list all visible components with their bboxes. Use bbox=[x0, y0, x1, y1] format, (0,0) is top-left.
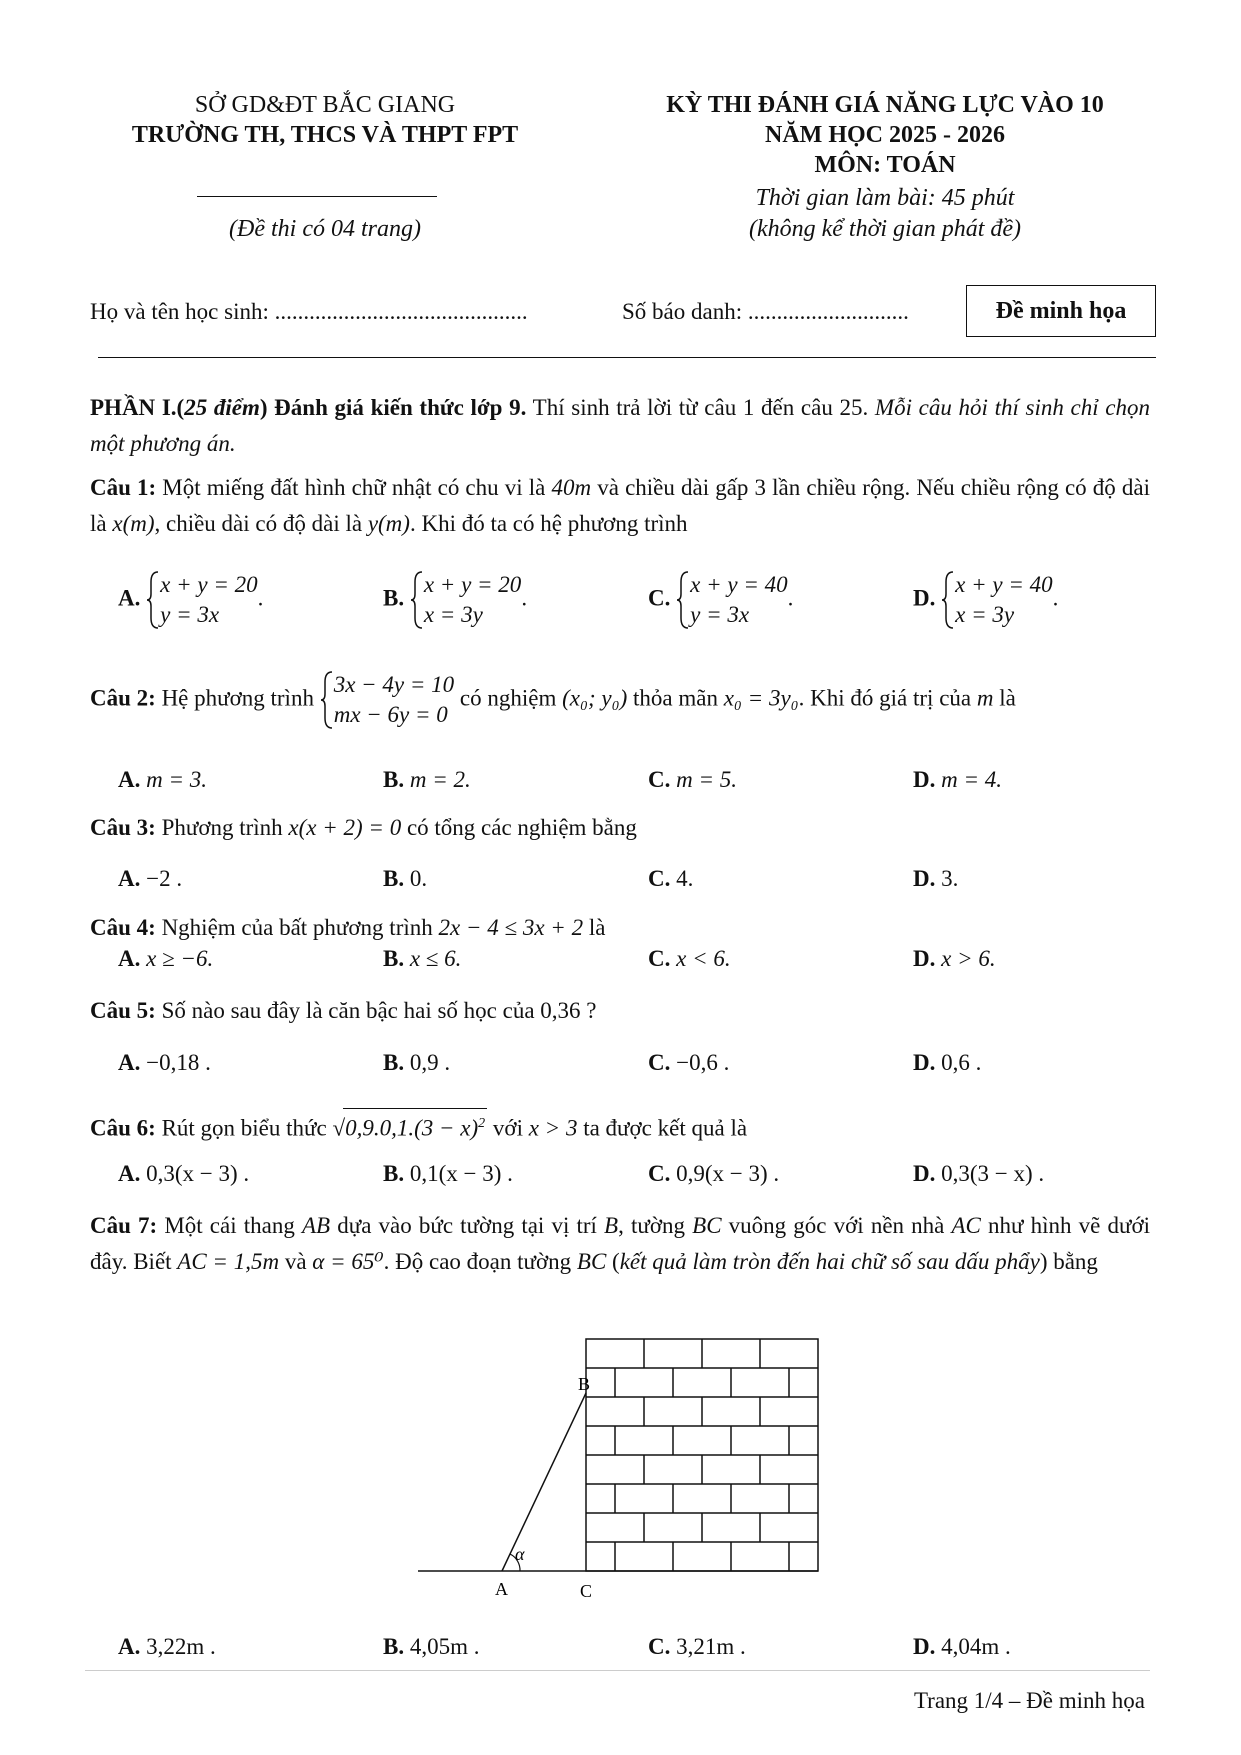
question-3-option-a[interactable]: A. −2 . bbox=[118, 866, 183, 891]
square-root-symbol: √ bbox=[332, 1115, 346, 1141]
question-2-option-a[interactable]: A. m = 3. bbox=[118, 767, 208, 792]
question-1-option-b[interactable]: B. x + y = 20 x = 3y . bbox=[383, 572, 528, 627]
label-b: B bbox=[578, 1374, 591, 1394]
label-a: A bbox=[495, 1579, 508, 1599]
question-3-text: Câu 3: Phương trình x(x + 2) = 0 có tổng các nghiệm bằng bbox=[90, 815, 637, 840]
label-alpha: α bbox=[515, 1544, 525, 1564]
question-1-option-a[interactable]: A. x + y = 20 y = 3x . bbox=[118, 572, 264, 627]
question-2-option-d[interactable]: D. m = 4. bbox=[913, 767, 1003, 792]
question-4-option-b[interactable]: B. x ≤ 6. bbox=[383, 946, 462, 971]
question-7-option-a[interactable]: A. 3,22m . bbox=[118, 1634, 216, 1659]
page-count-note: (Đề thi có 04 trang) bbox=[229, 216, 421, 242]
question-7-option-b[interactable]: B. 4,05m . bbox=[383, 1634, 480, 1659]
header-divider bbox=[197, 196, 437, 197]
time-limit: Thời gian làm bài: 45 phút bbox=[755, 185, 1015, 211]
question-7-option-d[interactable]: D. 4,04m . bbox=[913, 1634, 1011, 1659]
info-divider bbox=[98, 357, 1156, 358]
question-4-option-c[interactable]: C. x < 6. bbox=[648, 946, 731, 971]
question-1-text: Câu 1: Một miếng đất hình chữ nhật có chu vi là 40m và chiều dài gấp 3 lần chiều rộng. Nếu chiều rộng có độ dài là x(m), chiều dài có độ dài là y(m). Khi đó ta có hệ phương trình bbox=[90, 475, 1151, 536]
question-6-option-b[interactable]: B. 0,1(x − 3) . bbox=[383, 1161, 513, 1186]
question-3-option-c[interactable]: C. 4. bbox=[648, 866, 694, 891]
question-5-option-b[interactable]: B. 0,9 . bbox=[383, 1050, 451, 1075]
time-note: (không kể thời gian phát đề) bbox=[748, 216, 1022, 242]
brick-wall bbox=[586, 1339, 818, 1571]
question-4-option-a[interactable]: A. x ≥ −6. bbox=[118, 946, 214, 971]
question-5-option-d[interactable]: D. 0,6 . bbox=[913, 1050, 982, 1075]
question-2-option-c[interactable]: C. m = 5. bbox=[648, 767, 738, 792]
footer-divider bbox=[85, 1670, 1150, 1671]
question-6-option-c[interactable]: C. 0,9(x − 3) . bbox=[648, 1161, 780, 1186]
question-5-option-c[interactable]: C. −0,6 . bbox=[648, 1050, 730, 1075]
school-name: TRƯỜNG TH, THCS VÀ THPT FPT bbox=[131, 122, 519, 148]
question-4-text: Câu 4: Nghiệm của bất phương trình 2x − 4 ≤ 3x + 2 là bbox=[90, 915, 606, 940]
ladder-wall-figure bbox=[410, 1335, 830, 1613]
question-5-text: Câu 5: Số nào sau đây là căn bậc hai số học của 0,36 ? bbox=[90, 998, 597, 1023]
subject: MÔN: TOÁN bbox=[814, 152, 956, 178]
school-department: SỞ GD&ĐT BẮC GIANG bbox=[194, 92, 456, 118]
student-id-field: Số báo danh: ............................ bbox=[622, 299, 909, 324]
sample-exam-badge: Đề minh họa bbox=[966, 285, 1156, 337]
question-7-text: Câu 7: Một cái thang AB dựa vào bức tường tại vị trí B, tường BC vuông góc với nền nhà AC như hình vẽ dưới đây. Biết AC = 1,5m và α = 65⁰. Độ cao đoạn tường BC (kết quả làm tròn đến hai chữ số sau dấu phẩy) bằng bbox=[90, 1213, 1150, 1274]
question-7-option-c[interactable]: C. 3,21m . bbox=[648, 1634, 746, 1659]
question-2-text: Câu 2: Hệ phương trình 3x − 4y = 10 mx − 6y = 0 có nghiệm (x₀; y₀) thỏa mãn x₀ = 3y₀. Khi đó giá trị của m là bbox=[90, 672, 1016, 727]
page-footer: Trang 1/4 – Đề minh họa bbox=[913, 1688, 1145, 1713]
question-3-option-b[interactable]: B. 0. bbox=[383, 866, 428, 891]
exam-title: KỲ THI ĐÁNH GIÁ NĂNG LỰC VÀO 10 bbox=[666, 92, 1104, 118]
question-1-option-d[interactable]: D. x + y = 40 x = 3y . bbox=[913, 572, 1059, 627]
question-6-text: Câu 6: Rút gọn biểu thức $√0,9.0,1.(3 - x)^2$ với x > 3 ta được kết quả là bbox=[90, 1108, 747, 1144]
question-4-option-d[interactable]: D. x > 6. bbox=[913, 946, 996, 971]
radicand: $0,9.0,1.(3 - x)^2$ bbox=[343, 1108, 487, 1144]
school-year: NĂM HỌC 2025 - 2026 bbox=[765, 122, 1005, 148]
question-5-option-a[interactable]: A. −0,18 . bbox=[118, 1050, 211, 1075]
part1-title: PHẦN I.(25 điểm) Đánh giá kiến thức lớp 9. Thí sinh trả lời từ câu 1 đến câu 25. Mỗi câu hỏi thí sinh chỉ chọn một phương án. bbox=[90, 395, 1150, 456]
question-2-option-b[interactable]: B. m = 2. bbox=[383, 767, 471, 792]
question-6-option-a[interactable]: A. 0,3(x − 3) . bbox=[118, 1161, 250, 1186]
label-c: C bbox=[580, 1581, 593, 1601]
question-3-option-d[interactable]: D. 3. bbox=[913, 866, 959, 891]
question-1-option-c[interactable]: C. x + y = 40 y = 3x . bbox=[648, 572, 794, 627]
question-6-option-d[interactable]: D. 0,3(3 − x) . bbox=[913, 1161, 1045, 1186]
student-name-field: Họ và tên học sinh: ............................................ bbox=[90, 299, 528, 324]
